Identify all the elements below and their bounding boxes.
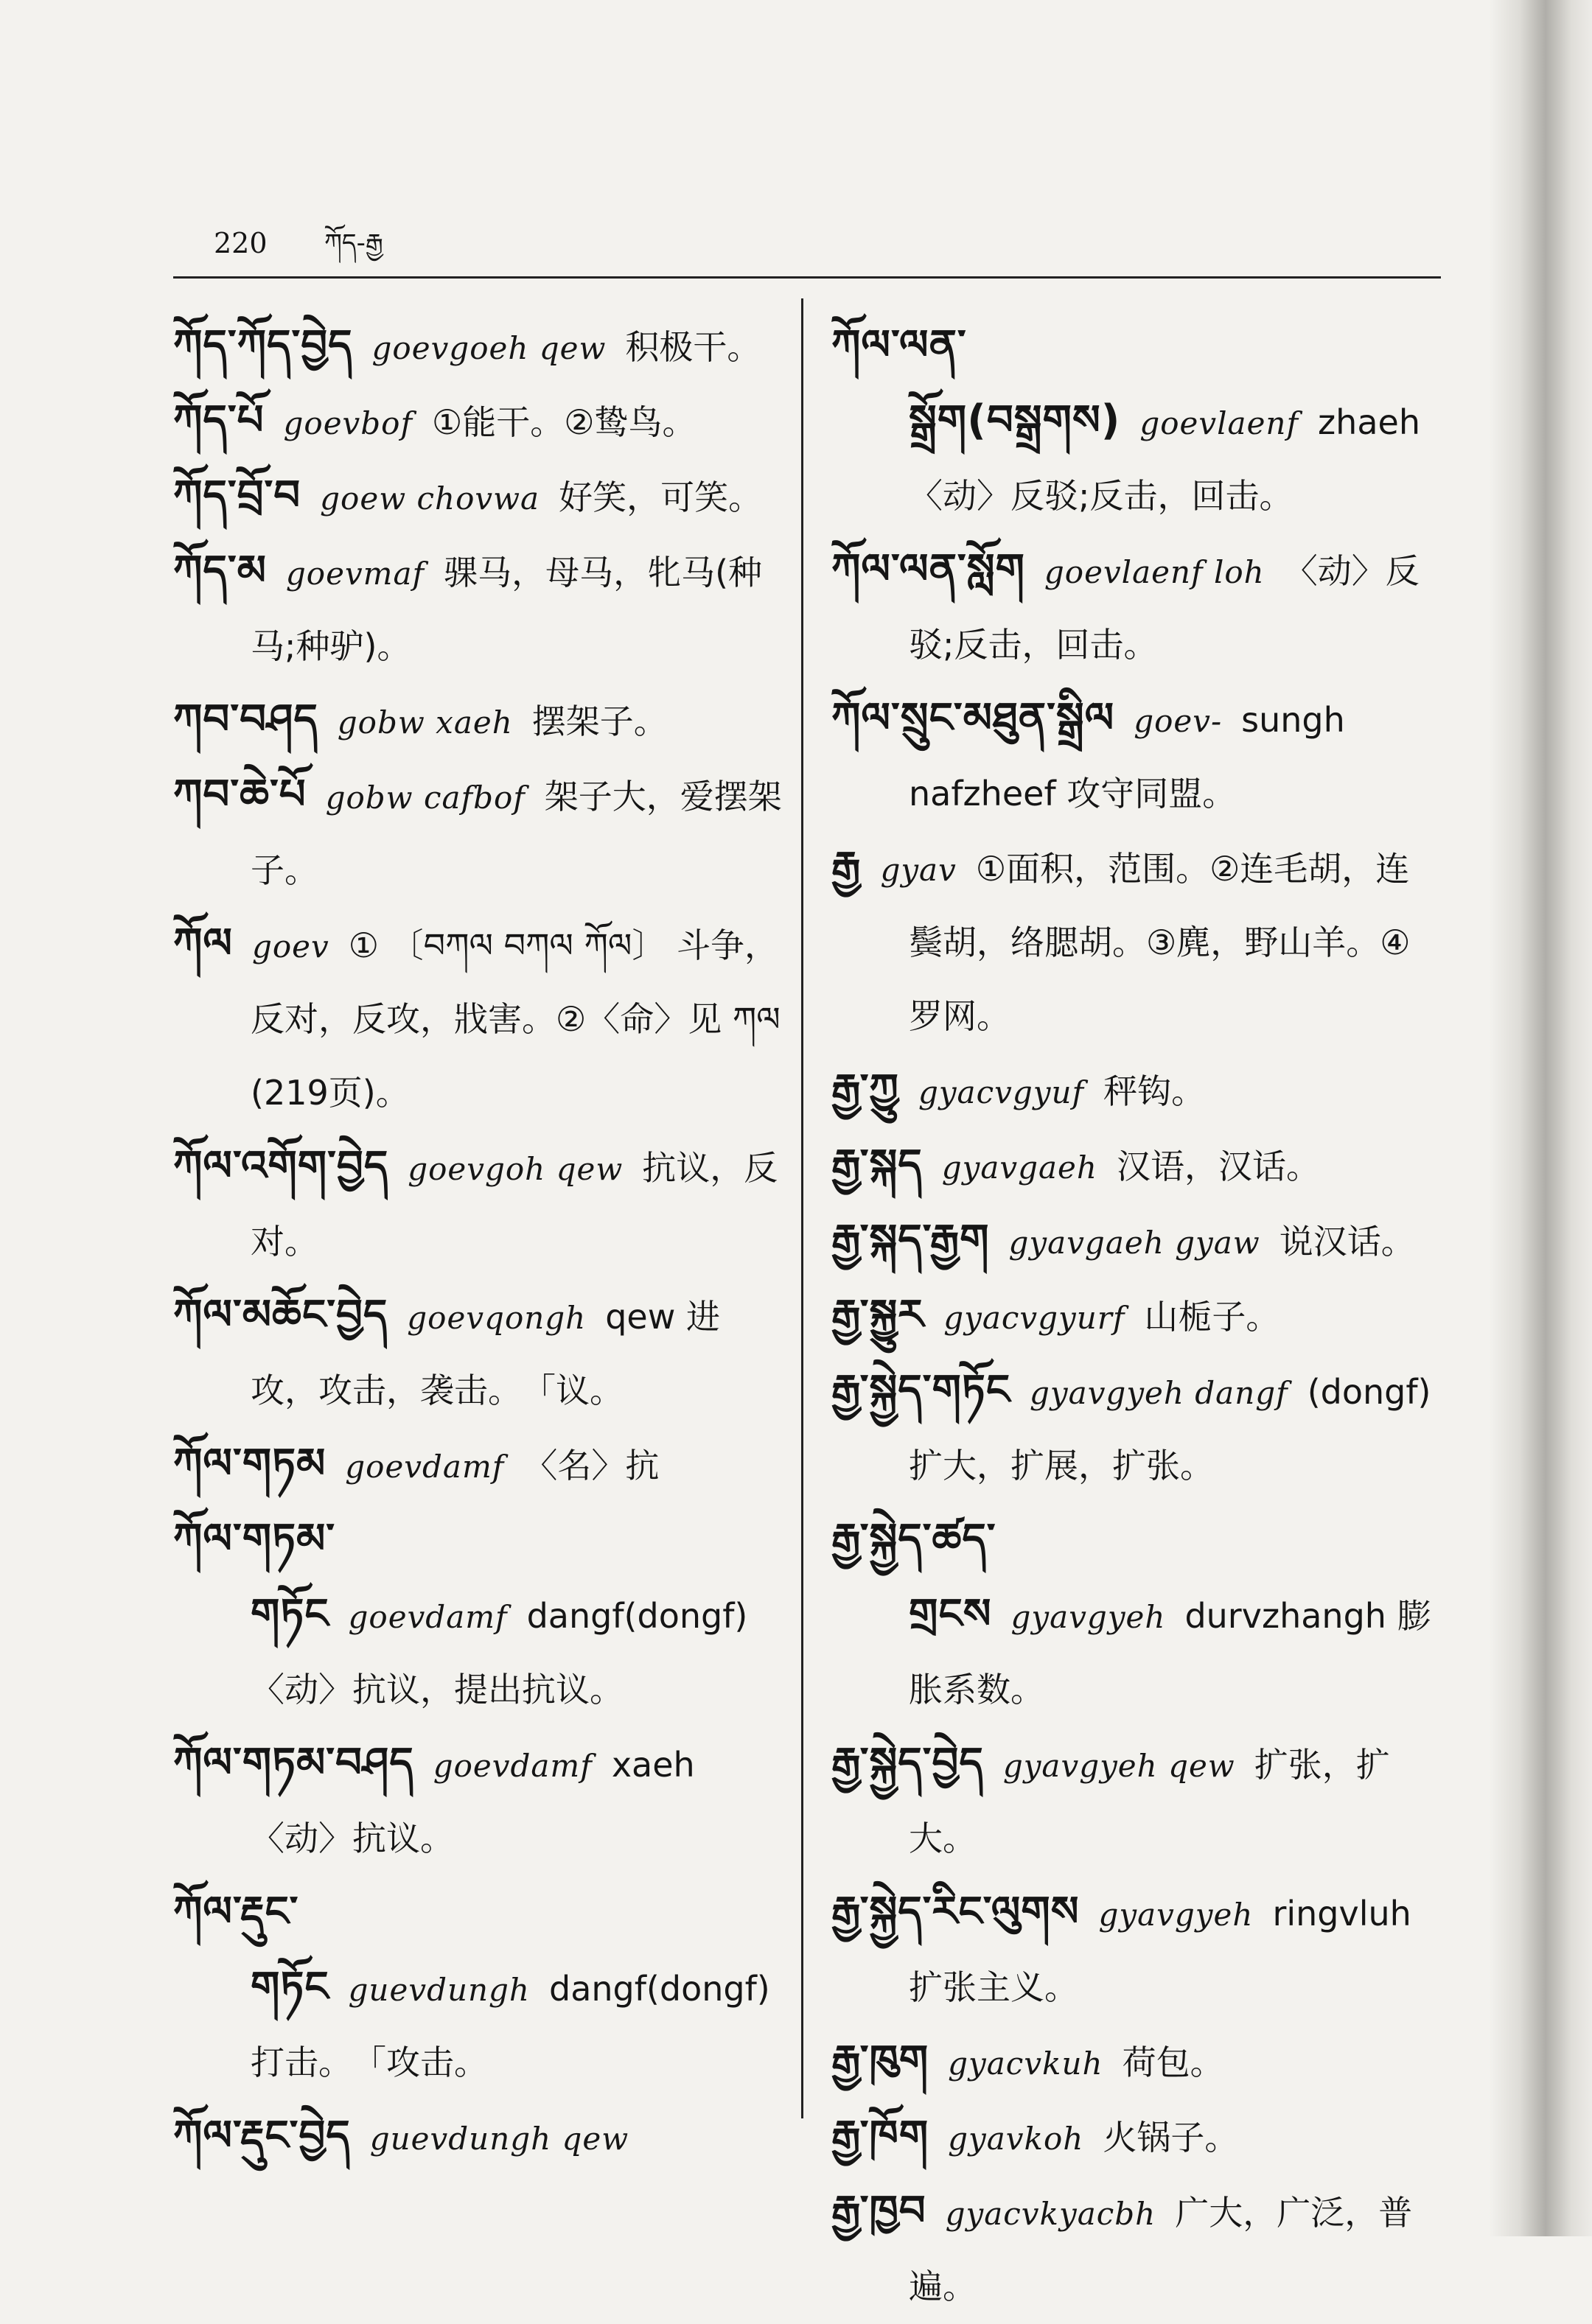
dictionary-entry (173, 1503, 785, 1727)
entry-romanization: goevqongh (407, 1300, 587, 1336)
entry-headword: ཀོལ་སྲུང་མཐུན་སྒྲིལ (831, 694, 1115, 742)
dictionary-entry (173, 460, 785, 535)
entry-definition: ①能干。②鸷鸟。 (432, 402, 696, 442)
entry-romanization: goevlaenf loh (1044, 554, 1265, 590)
dictionary-entry (173, 2100, 785, 2175)
left-column (173, 309, 785, 2175)
entry-headword: ཀོལ་གཏམ་བཤད (173, 1739, 414, 1787)
entry-romanization: goevbof (283, 405, 413, 441)
dictionary-entry (831, 831, 1443, 1054)
entry-definition: 说汉话。 (1279, 1222, 1415, 1261)
entry-definition: 火锅子。 (1103, 2118, 1239, 2157)
entry-headword: ཀོལ་རྡུང་བྱེད (173, 2112, 351, 2160)
entry-definition: ① 〔བཀལ བཀལ ཀོལ〕 斗争，反对，反攻，戕害。②〈命〉见 ཀལ (219页)。 (251, 925, 781, 1113)
entry-definition: 〈名〉抗 (523, 1446, 660, 1485)
dictionary-entry (831, 1876, 1443, 2025)
dictionary-entry (831, 1503, 1443, 1727)
entry-romanization: gobw xaeh (337, 704, 513, 741)
entry-headword: རྒྱ་སྐད (831, 1141, 923, 1189)
entry-headword: ཀོད་བྲོ་བ (173, 472, 301, 519)
entry-romanization: goev- (1134, 703, 1223, 739)
dictionary-entry (173, 1130, 785, 1279)
entry-definition: zhaeh 〈动〉反驳;反击，回击。 (909, 402, 1420, 516)
entry-headword: རྒྱ་སྐྱེད་རིང་ལུགས (831, 1888, 1080, 1936)
entry-headword: ཀོལ་ལན་སློག (831, 545, 1025, 593)
dictionary-entry (831, 1129, 1443, 1204)
dictionary-entry (831, 1204, 1443, 1279)
entry-definition: 汉语，汉话。 (1116, 1147, 1320, 1186)
right-column (831, 309, 1443, 2324)
dictionary-entry (831, 1054, 1443, 1129)
entry-headword: རྒྱ་ཁུག (831, 2037, 929, 2085)
entry-definition: 摆架子。 (531, 701, 668, 741)
page-number: 220 (214, 227, 268, 259)
entry-definition: (dongf) 扩大，扩展，扩张。 (909, 1372, 1431, 1485)
entry-definition: 骒马，母马，牝马(种马;种驴)。 (251, 553, 763, 666)
entry-romanization: gyavgyeh (1098, 1897, 1254, 1933)
dictionary-entry (831, 1727, 1443, 1876)
entry-headword: ཀོད་པོ (173, 396, 265, 444)
entry-headword: རྒྱ་སྐྱེད་ཚད་གྲངས (831, 1515, 996, 1638)
entry-definition: 秤钩。 (1103, 1071, 1206, 1111)
entry-romanization: gyavgyeh (1010, 1599, 1166, 1635)
entry-definition: 架子大，爱摆架子。 (251, 777, 782, 890)
entry-headword: རྒྱ་ཁྱབ (831, 2187, 926, 2235)
entry-romanization: gyavgyeh qew (1002, 1748, 1235, 1784)
entry-romanization: gyav (880, 852, 957, 888)
entry-romanization: goevgoeh qew (371, 330, 607, 366)
dictionary-entry (173, 309, 785, 385)
entry-definition: 好笑，可笑。 (559, 477, 763, 517)
entry-romanization: gyavgaeh gyaw (1008, 1225, 1260, 1261)
dictionary-entry (831, 1354, 1443, 1503)
dictionary-entry (831, 309, 1443, 533)
entry-headword: ཀོལ་མཆོང་བྱེད (173, 1291, 388, 1339)
entry-romanization: gyacvgyurf (943, 1300, 1125, 1336)
entry-definition: 积极干。 (625, 327, 761, 367)
entry-romanization: goevgoh qew (408, 1151, 624, 1187)
entry-romanization: gyavgyeh dangf (1030, 1375, 1288, 1411)
dictionary-entry (831, 2175, 1443, 2324)
dictionary-entry (173, 1279, 785, 1428)
dictionary-entry (831, 533, 1443, 682)
dictionary-entry (173, 908, 785, 1130)
entry-headword: ཀབ་བཤད (173, 696, 318, 743)
entry-romanization: goevdamf (348, 1599, 508, 1635)
dictionary-entry (831, 2100, 1443, 2175)
entry-romanization: goevlaenf (1139, 405, 1299, 441)
entry-definition: sungh nafzheef 攻守同盟。 (909, 700, 1345, 813)
entry-headword: ཀོལ་གཏམ་གཏོང (173, 1515, 336, 1638)
entry-definition: 荷包。 (1122, 2043, 1224, 2082)
entry-definition: xaeh 〈动〉抗议。 (251, 1745, 695, 1858)
entry-definition: durvzhangh 膨胀系数。 (909, 1596, 1431, 1709)
header-rule (173, 276, 1441, 279)
dictionary-entry (831, 682, 1443, 831)
entry-romanization: guevdungh (348, 1972, 530, 2008)
column-divider (801, 298, 803, 2118)
entry-headword: ཀོལ་གཏམ (173, 1440, 327, 1488)
dictionary-entry (173, 385, 785, 460)
dictionary-entry (173, 1428, 785, 1503)
dictionary-entry (831, 1279, 1443, 1354)
entry-definition: dangf(dongf) 〈动〉抗议，提出抗议。 (251, 1596, 748, 1709)
entry-headword: ཀོད་ཀོད་བྱེད (173, 321, 353, 369)
entry-romanization: goevmaf (285, 556, 425, 592)
entry-romanization: guevdungh qew (369, 2121, 629, 2157)
entry-romanization: gyacvgyuf (918, 1074, 1085, 1110)
entry-romanization: goevdamf (345, 1449, 505, 1485)
dictionary-entry (831, 2025, 1443, 2100)
entry-romanization: goev (251, 928, 329, 965)
dictionary-entry (173, 684, 785, 759)
entry-romanization: goevdamf (433, 1748, 593, 1784)
entry-headword: རྒྱ་སྐྱུར (831, 1291, 925, 1339)
entry-definition: 〈动〉反驳;反击，回击。 (909, 551, 1420, 665)
dictionary-entry (173, 535, 785, 684)
entry-headword: ཀོལ་རྡུང་གཏོང (173, 1888, 329, 2011)
entry-headword: ཀོལ (173, 920, 233, 967)
dictionary-entry (173, 1876, 785, 2100)
entry-headword: རྒྱ་སྐྱེད་བྱེད (831, 1739, 984, 1787)
entry-headword: ཀབ་ཆེ་པོ (173, 771, 307, 819)
entry-definition: 山栀子。 (1144, 1297, 1280, 1337)
entry-romanization: gyavgaeh (941, 1149, 1097, 1186)
entry-definition: 广大，广泛，普遍。 (909, 2193, 1413, 2306)
entry-definition: qew 进攻，攻击，袭击。 「议。 (251, 1297, 720, 1410)
entry-headword: རྒྱ་སྐྱེད་གཏོང (831, 1366, 1011, 1414)
entry-headword: རྒྱ་ཁོག (831, 2112, 929, 2160)
dictionary-entry (173, 1727, 785, 1876)
dictionary-entry (173, 759, 785, 908)
running-head: ཀོད-རྒྱ (324, 228, 383, 258)
entry-romanization: gyacvkuh (948, 2045, 1103, 2082)
entry-headword: རྒྱ (831, 843, 862, 891)
entry-headword: ཀོལ་འགོག་བྱེད (173, 1142, 389, 1190)
entry-definition: 抗议，反对。 (251, 1148, 778, 1261)
scan-edge-shadow (1489, 0, 1592, 2236)
entry-definition: ringvluh 扩张主义。 (909, 1894, 1411, 2007)
entry-headword: ཀོལ་ལན་སྒྲོག(བསྒྲགས) (831, 321, 1121, 444)
entry-romanization: gyavkoh (948, 2121, 1084, 2157)
entry-headword: ཀོད་མ (173, 547, 267, 595)
entry-romanization: goew chovwa (320, 480, 540, 517)
entry-headword: རྒྱ་སྐད་རྒྱག (831, 1216, 990, 1264)
entry-definition: 扩张，扩大。 (909, 1745, 1390, 1858)
entry-romanization: gobw cafbof (325, 780, 526, 816)
entry-romanization: gyacvkyacbh (945, 2196, 1156, 2232)
entry-definition: ①面积，范围。②连毛胡，连鬓胡，络腮胡。③麂，野山羊。④罗网。 (909, 849, 1411, 1036)
entry-headword: རྒྱ་ཀྱུ (831, 1065, 899, 1113)
entry-definition: dangf(dongf) 打击。 「攻击。 (251, 1969, 770, 2082)
